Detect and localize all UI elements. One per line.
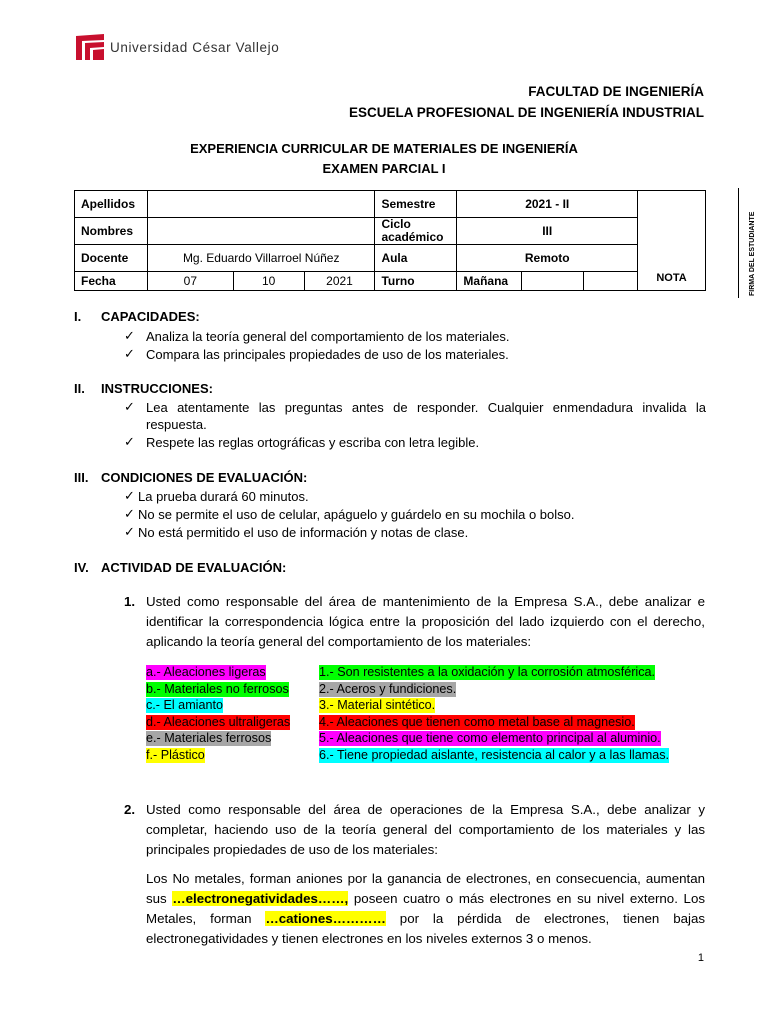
section-title: CAPACIDADES: — [101, 309, 200, 324]
checkmark-icon: ✓ — [124, 346, 135, 361]
q1-right-item-5: 5.- Aleaciones que tiene como elemento principal al aluminio. — [319, 731, 661, 745]
q1-left-item-5: e.- Materiales ferrosos — [146, 731, 272, 745]
turno-empty-cell — [522, 272, 584, 291]
student-info-table — [74, 190, 706, 291]
apellidos-field[interactable] — [147, 191, 374, 218]
fecha-label: Fecha — [75, 272, 148, 291]
apellidos-label: Apellidos — [75, 191, 148, 218]
page-number: 1 — [697, 952, 704, 964]
aula-label: Aula — [375, 245, 457, 272]
section-number: I. — [74, 309, 82, 324]
nombres-label: Nombres — [75, 218, 148, 245]
section-number: III. — [74, 470, 89, 485]
section-number: IV. — [74, 560, 89, 575]
docente-label: Docente — [75, 245, 148, 272]
ciclo-value: III — [457, 218, 638, 245]
fecha-month: 10 — [233, 272, 304, 291]
q1-left-item-1: a.- Aleaciones ligeras — [146, 665, 266, 679]
university-logo — [76, 34, 279, 60]
exam-title: EXAMEN PARCIAL I — [322, 161, 446, 176]
ciclo-label: Ciclo académico — [375, 218, 457, 245]
faculty-title: FACULTAD DE INGENIERÍA — [528, 84, 704, 99]
semestre-label: Semestre — [375, 191, 457, 218]
q1-left-item-4: d.- Aleaciones ultraligeras — [146, 714, 291, 729]
checkmark-icon: ✓ — [124, 506, 135, 521]
turno-empty-cell — [584, 272, 638, 291]
question-2-answer-paragraph: Los No metales, forman aniones por la ganancia de electrones, en consecuencia, aumentan sus …electronegatividades……, poseen cuatro o más electrones en su nivel externo. Los Metales, forman …cationes………… por la pérdida de electrones, tienen bajas electronegatividades y tienen electrones en los niveles externos 3 o menos. — [146, 871, 705, 946]
section-title: ACTIVIDAD DE EVALUACIÓN: — [101, 560, 287, 575]
q1-left-item-3: c.- El amianto — [146, 698, 223, 712]
nombres-field[interactable] — [147, 218, 374, 245]
turno-value: Mañana — [457, 272, 522, 291]
fecha-year: 2021 — [304, 272, 375, 291]
docente-value: Mg. Eduardo Villarroel Núñez — [147, 245, 374, 272]
question-number: 1. — [124, 594, 136, 609]
q1-left-item-2: b.- Materiales no ferrosos — [146, 681, 289, 696]
checkmark-icon: ✓ — [124, 328, 135, 343]
section-title: INSTRUCCIONES: — [101, 381, 213, 396]
q1-right-item-4: 4.- Aleaciones que tienen como metal base al magnesio. — [319, 714, 635, 729]
ucv-shield-icon — [76, 34, 104, 60]
checkmark-icon: ✓ — [124, 399, 135, 414]
nota-cell[interactable]: NOTA — [638, 191, 706, 291]
q1-right-item-1: 1.- Son resistentes a la oxidación y la corrosión atmosférica. — [319, 665, 655, 679]
fecha-day: 07 — [147, 272, 233, 291]
turno-label: Turno — [375, 272, 457, 291]
answer-fill-electronegatividades[interactable]: …electronegatividades……, — [172, 891, 349, 906]
semestre-value: 2021 - II — [457, 191, 638, 218]
q1-right-item-3: 3.- Material sintético. — [319, 698, 436, 712]
q1-right-item-6: 6.- Tiene propiedad aislante, resistencia al calor y a las llamas. — [319, 747, 670, 762]
signature-label: FIRMA DEL ESTUDIANTE — [749, 211, 756, 296]
answer-fill-cationes[interactable]: …cationes………… — [265, 911, 386, 926]
question-1-text: Usted como responsable del área de mantenimiento de la Empresa S.A., debe analizar e identificar la correspondencia lógica entre la proposición del lado izquierdo con el derecho, aplicando la teoría general del comportamiento de los materiales: — [146, 594, 705, 649]
question-number: 2. — [124, 802, 136, 817]
signature-column[interactable] — [738, 188, 757, 298]
aula-value: Remoto — [457, 245, 638, 272]
checkmark-icon: ✓ — [124, 434, 135, 449]
course-title: EXPERIENCIA CURRICULAR DE MATERIALES DE INGENIERÍA — [190, 141, 578, 156]
question-2-text: Usted como responsable del área de operaciones de la Empresa S.A., debe analizar y completar, haciendo uso de la teoría general del comportamiento de los materiales y las principales propiedades de uso de los materiales: — [146, 802, 705, 857]
q1-right-item-2: 2.- Aceros y fundiciones. — [319, 681, 457, 696]
section-number: II. — [74, 381, 85, 396]
university-name: Universidad César Vallejo — [110, 39, 280, 55]
school-title: ESCUELA PROFESIONAL DE INGENIERÍA INDUSTRIAL — [348, 105, 704, 120]
section-title: CONDICIONES DE EVALUACIÓN: — [101, 470, 308, 485]
checkmark-icon: ✓ — [124, 524, 135, 539]
checkmark-icon: ✓ — [124, 488, 135, 503]
q1-left-item-6: f.- Plástico — [146, 747, 205, 762]
